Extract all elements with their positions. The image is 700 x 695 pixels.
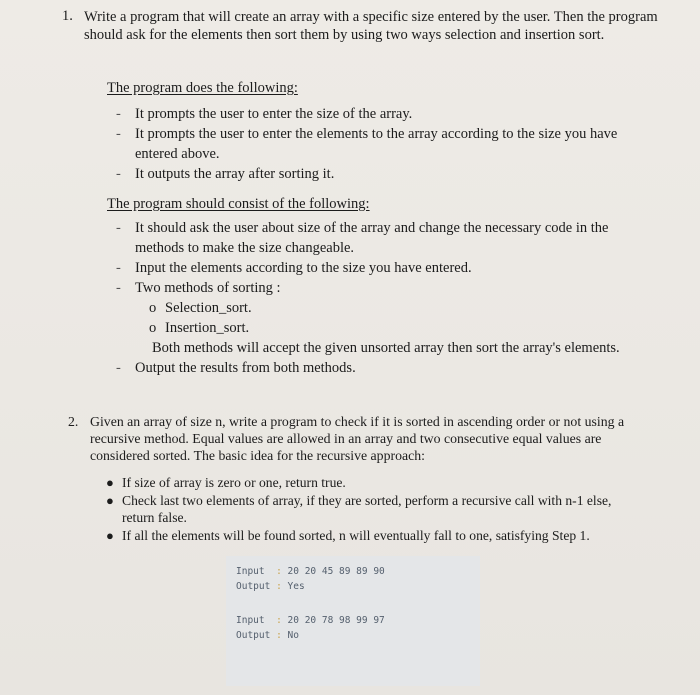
example-input-line: Input : 20 20 78 98 99 97	[236, 615, 385, 626]
example-output-line: Output : No	[236, 630, 299, 641]
question-prompt: Write a program that will create an array with a specific size entered by the user. Then the program should ask for the elements then sort them by using two ways selection and insertion sort.	[84, 9, 658, 43]
recursive-approach-list	[104, 474, 624, 545]
list-item: - Input the elements according to the size you have entered.	[116, 260, 472, 276]
circle-bullet-icon: o	[149, 320, 157, 336]
list-item: - Two methods of sorting : o Selection_sort. o Insertion_sort. Both methods will accept the given unsorted array then sort the array's elements.	[116, 278, 636, 358]
list-item: - It should ask the user about size of the array and change the necessary code in the methods to make the size changeable.	[116, 220, 609, 256]
bullet-icon: ●	[106, 493, 114, 508]
circle-bullet-icon: o	[149, 300, 157, 316]
example-input-line: Input : 20 20 45 89 89 90	[236, 566, 385, 577]
list-item: ● If all the elements will be found sorted, n will eventually fall to one, satisfying Step 1.	[106, 528, 590, 543]
bullet-icon: ●	[106, 528, 114, 543]
bullet-icon: ●	[106, 475, 114, 490]
question-prompt: Given an array of size n, write a program to check if it is sorted in ascending order or not using a recursive method. Equal values are allowed in an array and two consecutive equal values are considered sorted. The basic idea for the recursive approach:	[90, 414, 625, 463]
list-item: - Output the results from both methods.	[116, 360, 356, 376]
section-title-consist: The program should consist of the following:	[107, 196, 370, 212]
question-number: 1.	[62, 8, 73, 24]
sort-method-item: o Insertion_sort.	[149, 320, 250, 336]
question-2	[68, 413, 628, 464]
list-item: ● Check last two elements of array, if they are sorted, perform a recursive call with n-1 else, return false.	[106, 493, 612, 525]
list-item: - It prompts the user to enter the size of the array.	[116, 106, 413, 122]
question-1	[62, 8, 662, 44]
example-output-line: Output : Yes	[236, 581, 305, 592]
sort-method-item: o Selection_sort.	[149, 300, 252, 316]
list-item: - It outputs the array after sorting it.	[116, 166, 335, 182]
consist-list	[116, 218, 636, 378]
list-item: ● If size of array is zero or one, return true.	[106, 475, 346, 490]
does-list	[116, 104, 636, 184]
methods-note: Both methods will accept the given unsorted array then sort the array's elements.	[152, 340, 620, 356]
question-number: 2.	[68, 414, 79, 429]
example-code-box	[226, 556, 480, 686]
list-item: - It prompts the user to enter the elements to the array according to the size you have entered above.	[116, 126, 618, 162]
section-title-does: The program does the following:	[107, 80, 298, 96]
sort-methods-list	[135, 298, 636, 338]
